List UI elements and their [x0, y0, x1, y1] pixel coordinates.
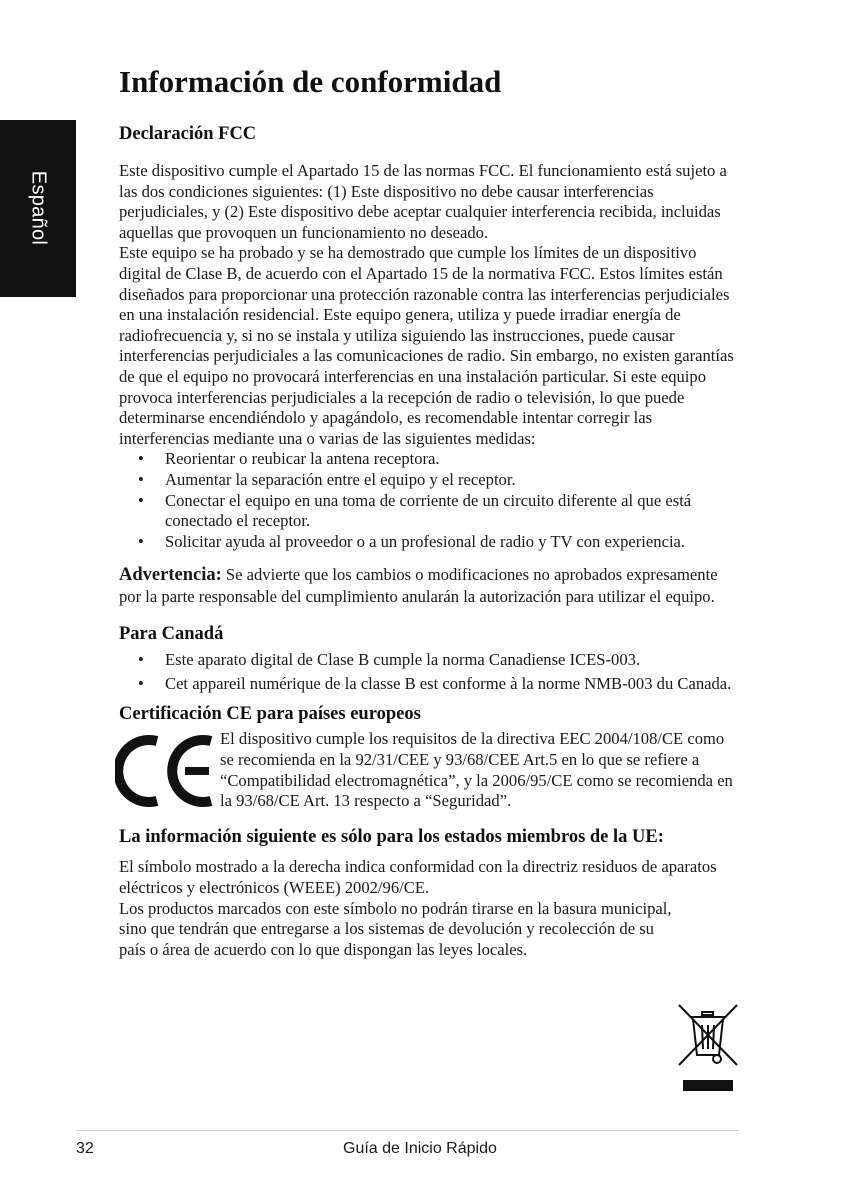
footer-title: Guía de Inicio Rápido — [343, 1140, 497, 1157]
warning-paragraph — [119, 564, 739, 608]
eu-heading: La información siguiente es sólo para los estados miembros de la UE: — [119, 827, 664, 848]
measure-text: Reorientar o reubicar la antena receptora. — [165, 449, 440, 469]
fcc-section — [119, 122, 739, 552]
canada-section — [119, 622, 739, 694]
bullet-icon: • — [138, 469, 144, 489]
bullet-icon: • — [138, 490, 144, 510]
canada-item-text: Cet appareil numérique de la classe B est conforme à la norme NMB-003 du Canada. — [165, 673, 732, 693]
measure-text: Aumentar la separación entre el equipo y el receptor. — [165, 469, 516, 489]
list-item — [119, 491, 739, 532]
bullet-icon: • — [138, 650, 144, 670]
fcc-paragraph-2: Este equipo se ha probado y se ha demostrado que cumple los límites de un dispositivo digital de Clase B, de acuerdo con el Apartado 15 de la normativa FCC. Estos límites están diseñados para proporcionar una protección razonable contra las interferencias perjudiciales en una instalación residencial. Este equipo genera, utiliza y puede irradiar energía de radiofrecuencia y, si no se instala y utiliza siguiendo las instrucciones, puede causar interferencias perjudiciales a las comunicaciones de radio. Sin embargo, no existen garantías de que el equipo no provocará interferencias en una instalación particular. Si este equipo provoca interferencias perjudiciales a la recepción de radio o televisión, lo que puede determinarse encendiéndolo y apagándolo, es recomendable intentar corregir las interferencias mediante una o varias de las siguientes medidas: — [119, 243, 734, 448]
eu-paragraph-1: El símbolo mostrado a la derecha indica conformidad con la directriz residuos de aparatos eléctricos y electrónicos (WEEE) 2002/96/CE. — [119, 857, 717, 898]
ce-mark-icon — [115, 729, 215, 813]
fcc-heading: Declaración FCC — [119, 124, 257, 144]
ce-section — [119, 702, 739, 813]
bullet-icon: • — [138, 531, 144, 551]
bullet-icon: • — [138, 449, 144, 469]
warning-label: Advertencia: — [119, 565, 222, 586]
page-content — [119, 62, 739, 960]
eu-section — [119, 825, 739, 960]
canada-item-text: Este aparato digital de Clase B cumple la norma Canadiense ICES-003. — [165, 650, 641, 670]
crossed-out-wheelie-bin-icon — [677, 1003, 739, 1093]
list-item — [119, 674, 739, 695]
ce-block — [119, 729, 739, 813]
ce-heading: Certificación CE para países europeos — [119, 704, 421, 725]
measure-text: Conectar el equipo en una toma de corriente de un circuito diferente al que está conectado el receptor. — [165, 490, 692, 531]
measure-text: Solicitar ayuda al proveedor o a un profesional de radio y TV con experiencia. — [165, 531, 686, 551]
canada-list — [119, 650, 739, 694]
list-item — [119, 650, 739, 671]
fcc-paragraph-1: Este dispositivo cumple el Apartado 15 de las normas FCC. El funcionamiento está sujeto a las dos condiciones siguientes: (1) Este dispositivo no debe causar interferencias perjudiciales, y (2) Este dispositivo debe aceptar cualquier interferencia recibida, incluidas aquellas que provoquen un funcionamiento no deseado. — [119, 161, 727, 242]
language-tab-label: Español — [27, 170, 50, 246]
list-item — [119, 470, 739, 491]
footer-divider — [76, 1130, 739, 1131]
ce-text: El dispositivo cumple los requisitos de la directiva EEC 2004/108/CE como se recomienda en la 92/31/CEE y 93/68/CEE Art.5 en lo que se refiere a “Compatibilidad electromagnética”, y la 2006/95/CE como se recomienda en la 93/68/CE Art. 13 respecto a “Seguridad”. — [220, 729, 733, 811]
canada-heading: Para Canadá — [119, 624, 224, 645]
eu-paragraph-2: Los productos marcados con este símbolo no podrán tirarse en la basura municipal, sino que tendrán que entregarse a los sistemas de devolución y recolección de su país o área de acuerdo con lo que dispongan las leyes locales. — [119, 898, 672, 959]
page-title: Información de conformidad — [119, 64, 502, 99]
list-item — [119, 449, 739, 470]
list-item — [119, 532, 739, 553]
warning-text: Se advierte que los cambios o modificaciones no aprobados expresamente por la parte responsable del cumplimiento anularán la autorización para utilizar el equipo. — [119, 565, 718, 607]
language-side-tab — [0, 120, 76, 297]
bullet-icon: • — [138, 673, 144, 693]
fcc-measures-list — [119, 449, 739, 552]
page-number: 32 — [76, 1140, 94, 1157]
